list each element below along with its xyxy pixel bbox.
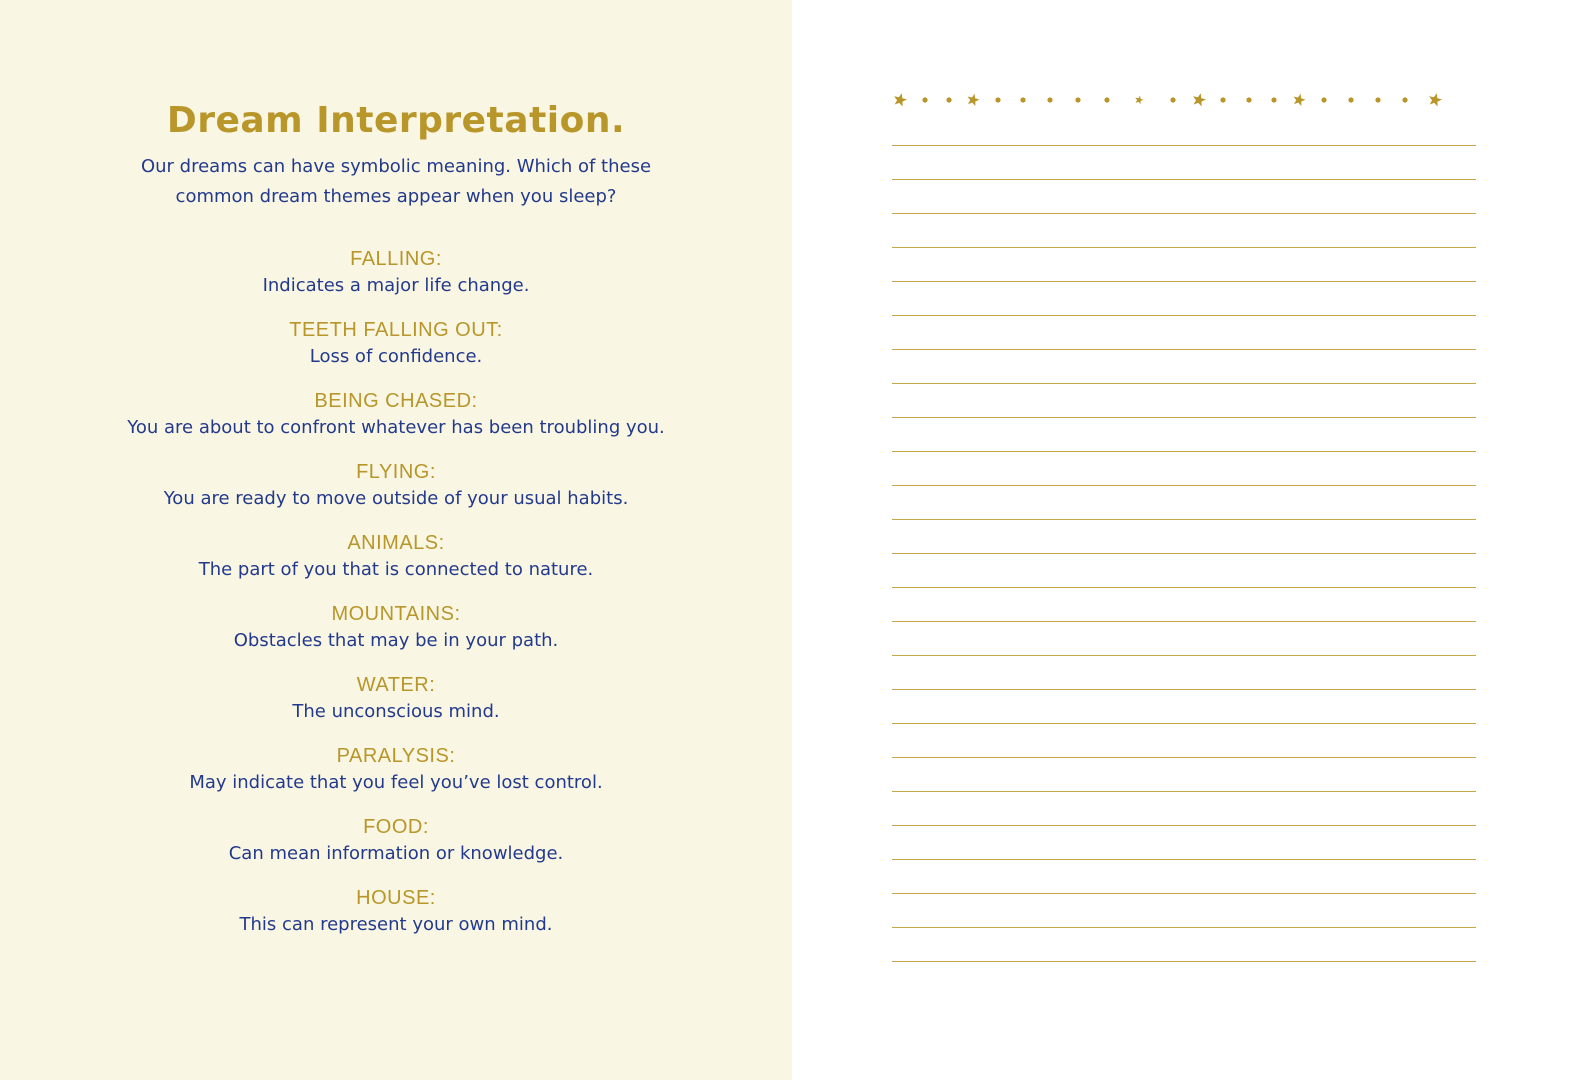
theme-name: MOUNTAINS: — [331, 603, 461, 625]
dream-theme-teeth-falling-out — [0, 317, 792, 388]
dream-theme-water — [0, 672, 792, 743]
theme-name: FALLING: — [350, 248, 442, 270]
dot-icon — [1075, 97, 1080, 102]
dream-theme-falling — [0, 246, 792, 317]
intro-text — [116, 152, 676, 212]
dream-theme-animals — [0, 530, 792, 601]
star-icon — [1193, 93, 1206, 106]
intro-line: Our dreams can have symbolic meaning. Which of these — [140, 156, 652, 177]
theme-meaning: Loss of confidence. — [309, 346, 483, 367]
ruled-line — [892, 213, 1476, 247]
dot-icon — [1220, 97, 1225, 102]
ruled-line — [892, 179, 1476, 213]
left-page — [0, 0, 792, 1080]
theme-meaning: You are ready to move outside of your usual habits. — [163, 488, 629, 509]
ruled-line — [892, 791, 1476, 825]
ruled-line — [892, 281, 1476, 315]
ruled-line — [892, 689, 1476, 723]
theme-name: BEING CHASED: — [314, 390, 478, 412]
ruled-line — [892, 927, 1476, 961]
dot-icon — [1047, 97, 1052, 102]
ruled-line — [892, 247, 1476, 281]
dot-icon — [922, 97, 927, 102]
dot-icon — [946, 97, 951, 102]
theme-name: WATER: — [356, 674, 436, 696]
right-page-journal — [792, 0, 1586, 1080]
dot-icon — [1104, 97, 1109, 102]
dot-icon — [1246, 97, 1251, 102]
star-icon — [968, 94, 980, 106]
dream-theme-being-chased — [0, 388, 792, 459]
dot-icon — [995, 97, 1000, 102]
ruled-line — [892, 451, 1476, 485]
theme-meaning: This can represent your own mind. — [239, 914, 553, 935]
dream-theme-food — [0, 814, 792, 885]
ruled-line — [892, 961, 1476, 995]
ruled-line — [892, 553, 1476, 587]
theme-meaning: Can mean information or knowledge. — [228, 843, 564, 864]
ruled-line — [892, 417, 1476, 451]
theme-meaning: The unconscious mind. — [292, 701, 500, 722]
ruled-line — [892, 587, 1476, 621]
ruled-line — [892, 145, 1476, 179]
dot-icon — [1321, 97, 1326, 102]
ruled-line — [892, 383, 1476, 417]
ruled-line — [892, 485, 1476, 519]
star-icon — [1294, 94, 1306, 106]
dot-icon — [1170, 97, 1175, 102]
theme-name: ANIMALS: — [347, 532, 445, 554]
dot-icon — [1271, 97, 1276, 102]
theme-meaning: May indicate that you feel you’ve lost control. — [189, 772, 603, 793]
theme-name: HOUSE: — [356, 887, 436, 909]
ruled-line — [892, 757, 1476, 791]
theme-name: TEETH FALLING OUT: — [289, 319, 503, 341]
theme-name: FLYING: — [356, 461, 436, 483]
dream-theme-flying — [0, 459, 792, 530]
ruled-line — [892, 723, 1476, 757]
dot-icon — [1348, 97, 1353, 102]
ruled-line — [892, 859, 1476, 893]
ruled-line — [892, 825, 1476, 859]
dream-theme-house — [0, 885, 792, 956]
ruled-line — [892, 519, 1476, 553]
dot-icon — [1020, 97, 1025, 102]
ruled-writing-lines[interactable] — [892, 145, 1476, 995]
theme-name: FOOD: — [363, 816, 429, 838]
dot-icon — [1402, 97, 1407, 102]
theme-meaning: Obstacles that may be in your path. — [233, 630, 559, 651]
star-icon — [894, 93, 907, 106]
star-icon — [1135, 96, 1143, 105]
dream-theme-mountains — [0, 601, 792, 672]
ruled-line — [892, 893, 1476, 927]
star-dot-border-icon — [892, 86, 1476, 116]
ruled-line — [892, 315, 1476, 349]
theme-meaning: Indicates a major life change. — [262, 275, 530, 296]
intro-line: common dream themes appear when you sleep? — [175, 186, 617, 207]
dream-themes-list — [0, 246, 792, 956]
ruled-line — [892, 621, 1476, 655]
theme-name: PARALYSIS: — [336, 745, 456, 767]
ruled-line — [892, 349, 1476, 383]
dot-icon — [1375, 97, 1380, 102]
theme-meaning: The part of you that is connected to nature. — [198, 559, 594, 580]
theme-meaning: You are about to confront whatever has been troubling you. — [127, 417, 665, 438]
star-icon — [1429, 93, 1442, 106]
page-title: Dream Interpretation. — [166, 100, 626, 141]
ruled-line — [892, 655, 1476, 689]
dream-theme-paralysis — [0, 743, 792, 814]
